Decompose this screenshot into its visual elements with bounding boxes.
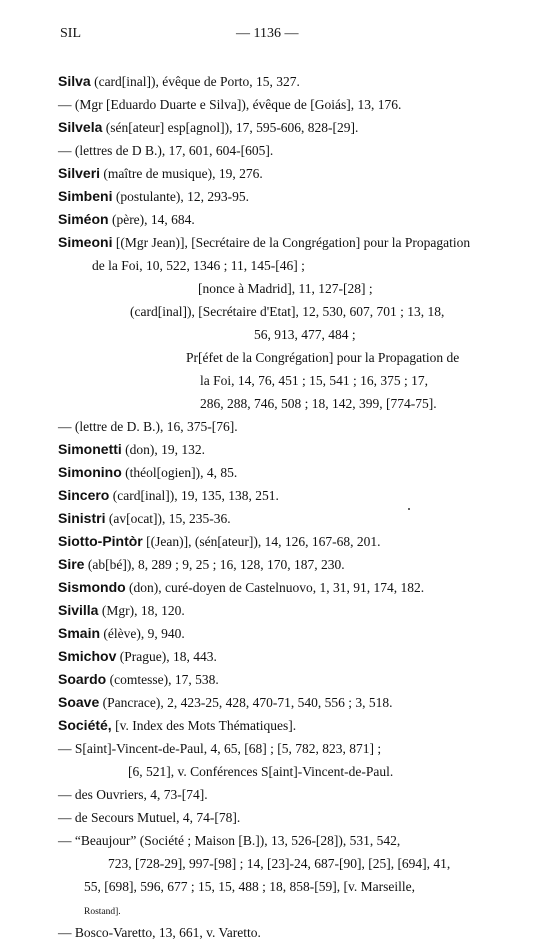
index-entry: Simbeni (postulante), 12, 293-95.	[58, 188, 249, 204]
index-subentry: — Bosco-Varetto, 13, 661, v. Varetto.	[58, 925, 261, 940]
index-entry: Silvela (sén[ateur] esp[agnol]), 17, 595-606, 828-[29].	[58, 119, 359, 135]
index-entry: Sire (ab[bé]), 8, 289 ; 9, 25 ; 16, 128, 170, 187, 230.	[58, 556, 345, 572]
index-subentry: — des Ouvriers, 4, 73-[74].	[58, 787, 208, 802]
index-continuation: 723, [728-29], 997-[98] ; 14, [23]-24, 687-[90], [25], [694], 41,	[108, 856, 451, 871]
index-entry: Sivilla (Mgr), 18, 120.	[58, 602, 185, 618]
index-entry: Smichov (Prague), 18, 443.	[58, 648, 217, 664]
index-continuation: Pr[éfet de la Congrégation] pour la Propagation de	[186, 350, 460, 365]
index-continuation: [nonce à Madrid], 11, 127-[28] ;	[198, 281, 373, 296]
index-subentry: — “Beaujour” (Société ; Maison [B.]), 13, 526-[28]), 531, 542,	[58, 833, 401, 848]
index-subentry: — (lettre de D. B.), 16, 375-[76].	[58, 419, 238, 434]
index-entry: Simeoni [(Mgr Jean)], [Secrétaire de la Congrégation] pour la Propagation	[58, 234, 471, 250]
index-body	[58, 72, 528, 946]
index-entry: Simonino (théol[ogien]), 4, 85.	[58, 464, 238, 480]
index-entry: Soardo (comtesse), 17, 538.	[58, 671, 219, 687]
page-number: — 1136 —	[236, 26, 299, 41]
index-continuation: 286, 288, 746, 508 ; 18, 142, 399, [774-75].	[200, 396, 437, 411]
index-continuation: [6, 521], v. Conférences S[aint]-Vincent-de-Paul.	[128, 764, 394, 779]
index-continuation: 55, [698], 596, 677 ; 15, 15, 488 ; 18, 858-[59], [v. Marseille,	[84, 879, 415, 894]
index-continuation: 56, 913, 477, 484 ;	[254, 327, 356, 342]
index-subentry: — S[aint]-Vincent-de-Paul, 4, 65, [68] ; [5, 782, 823, 871] ;	[58, 741, 382, 756]
index-continuation: de la Foi, 10, 522, 1346 ; 11, 145-[46] ;	[92, 258, 305, 273]
index-entry: Siotto-Pintòr [(Jean)], (sén[ateur]), 14, 126, 167-68, 201.	[58, 533, 381, 549]
index-entry: Sincero (card[inal]), 19, 135, 138, 251.	[58, 487, 279, 503]
index-subentry: — de Secours Mutuel, 4, 74-[78].	[58, 810, 241, 825]
ink-speck	[408, 508, 410, 510]
index-entry: Sismondo (don), curé-doyen de Castelnuovo, 1, 31, 91, 174, 182.	[58, 579, 425, 595]
running-head: SIL	[60, 26, 81, 41]
index-entry: Sinistri (av[ocat]), 15, 235-36.	[58, 510, 231, 526]
index-subentry: — (Mgr [Eduardo Duarte e Silva]), évêque de [Goiás], 13, 176.	[58, 97, 402, 112]
index-continuation: la Foi, 14, 76, 451 ; 15, 541 ; 16, 375 ; 17,	[200, 373, 429, 388]
index-subentry: — (lettres de D B.), 17, 601, 604-[605].	[58, 143, 274, 158]
index-entry: Smain (élève), 9, 940.	[58, 625, 185, 641]
index-entry: Simonetti (don), 19, 132.	[58, 441, 206, 457]
index-continuation: Rostand].	[84, 907, 121, 917]
index-entry: Silveri (maître de musique), 19, 276.	[58, 165, 263, 181]
index-entry: Soave (Pancrace), 2, 423-25, 428, 470-71, 540, 556 ; 3, 518.	[58, 694, 393, 710]
index-entry: Silva (card[inal]), évêque de Porto, 15, 327.	[58, 73, 300, 89]
index-continuation: (card[inal]), [Secrétaire d'Etat], 12, 530, 607, 701 ; 13, 18,	[130, 304, 445, 319]
index-entry: Société, [v. Index des Mots Thématiques].	[58, 717, 297, 733]
index-entry: Siméon (père), 14, 684.	[58, 211, 195, 227]
